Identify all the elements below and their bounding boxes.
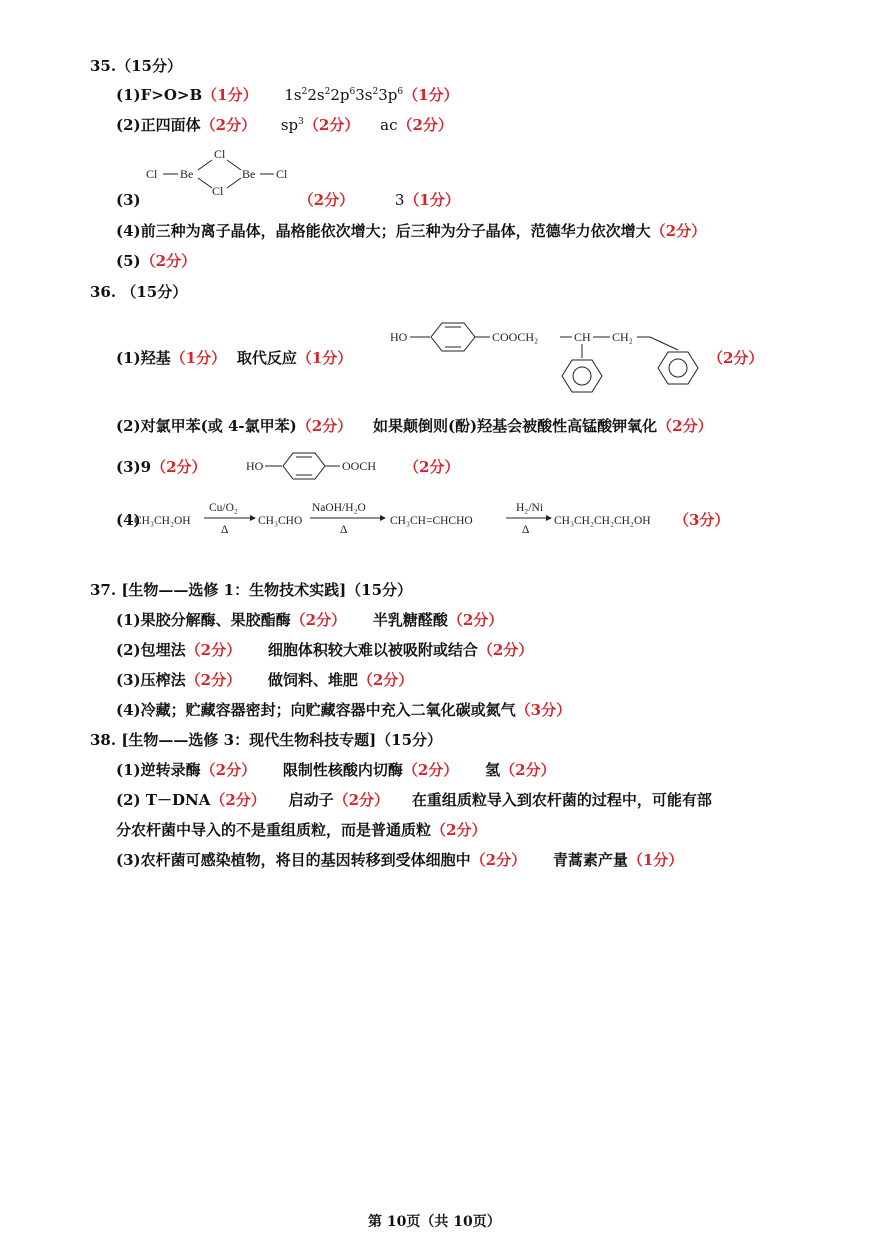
score: （2分） bbox=[708, 349, 764, 367]
q38-heading: 38. [生物——选修 3：现代生物科技专题]（15分） bbox=[90, 731, 443, 749]
q35-part1 bbox=[116, 85, 459, 105]
score: （3分） bbox=[515, 701, 572, 719]
score: （2分） bbox=[298, 191, 355, 209]
q35-p4-text: (4)前三种为离子晶体，晶格能依次增大；后三种为分子晶体，范德华力依次增大 bbox=[116, 222, 651, 240]
formula-ooch: OOCH bbox=[342, 459, 377, 473]
q35-p2-label: (2)正四面体 bbox=[116, 116, 201, 134]
benzene-ring bbox=[658, 352, 698, 384]
score: （2分） bbox=[210, 791, 266, 809]
q38-part3 bbox=[116, 850, 683, 870]
score: （2分） bbox=[477, 641, 534, 659]
q36-part3 bbox=[116, 457, 207, 477]
q38-part2 bbox=[116, 790, 712, 810]
score: （2分） bbox=[296, 417, 353, 435]
q37-p3-label2: 做饲料、堆肥 bbox=[267, 671, 358, 689]
atom-cl-bridge: Cl bbox=[214, 147, 226, 161]
q36-p4-label: (4) bbox=[116, 511, 141, 529]
compound: CH₃CH=CHCHO bbox=[390, 515, 473, 527]
q36-p2-label2: 如果颠倒则(酚)羟基会被酸性高锰酸钾氧化 bbox=[372, 417, 658, 435]
q36-p1-structure-score bbox=[708, 348, 763, 368]
formula-cooch2: COOCH₂ bbox=[492, 330, 539, 344]
q35-p3-num: 3 bbox=[394, 191, 405, 209]
score: （1分） bbox=[627, 851, 684, 869]
formate-structure bbox=[246, 450, 406, 482]
score: （3分） bbox=[674, 511, 730, 529]
q36-part1 bbox=[116, 348, 352, 368]
score: （2分） bbox=[402, 761, 459, 779]
q38-part2-cont bbox=[116, 820, 486, 840]
q35-part2 bbox=[116, 115, 453, 135]
electron-config: $1s^22s^22p^63s^23p^6$ bbox=[284, 86, 404, 104]
score: （1分） bbox=[296, 349, 353, 367]
atom-be: Be bbox=[180, 167, 194, 181]
q38-p1-label2: 限制性核酸内切酶 bbox=[282, 761, 403, 779]
score: （1分） bbox=[170, 349, 227, 367]
score: （2分） bbox=[500, 761, 556, 779]
q38-p2-label1: (2) T－DNA bbox=[116, 791, 211, 809]
q35-heading: 35.（15分） bbox=[90, 57, 182, 75]
score: （2分） bbox=[200, 116, 257, 134]
q38-p1-label3: 氢 bbox=[485, 761, 501, 779]
q36-p4-score bbox=[674, 510, 729, 530]
atom-cl-bridge: Cl bbox=[212, 184, 224, 198]
q35-part4 bbox=[116, 221, 706, 241]
page-footer: 第 10页（共 10页） bbox=[368, 1214, 501, 1230]
compound: CH₃CH₂CH₂CH₂OH bbox=[554, 515, 651, 527]
q36-p1-label2: 取代反应 bbox=[236, 349, 297, 367]
q35-part5 bbox=[116, 251, 196, 271]
heat-symbol: Δ bbox=[221, 524, 229, 536]
atom-cl: Cl bbox=[276, 167, 288, 181]
q37-p4-label1: (4)冷藏；贮藏容器密封；向贮藏容器中充入二氧化碳或氮气 bbox=[116, 701, 516, 719]
formula-ho: HO bbox=[390, 330, 408, 344]
q36-p2-label1: (2)对氯甲苯(或 4-氯甲苯) bbox=[116, 417, 297, 435]
score: （2分） bbox=[303, 116, 360, 134]
q37-p2-label2: 细胞体积较大难以被吸附或结合 bbox=[267, 641, 478, 659]
compound: CH₃CH₂OH bbox=[134, 515, 191, 527]
score: （2分） bbox=[357, 671, 414, 689]
atom-cl: Cl bbox=[146, 167, 158, 181]
q38-p2-label2: 启动子 bbox=[288, 791, 334, 809]
q35-p5-label: (5) bbox=[116, 252, 141, 270]
score: （2分） bbox=[140, 252, 197, 270]
q38-p2b-text: 分农杆菌中导入的不是重组质粒，而是普通质粒 bbox=[116, 821, 432, 839]
formula-ch: CH bbox=[574, 330, 591, 344]
score: （2分） bbox=[650, 222, 707, 240]
q38-part1 bbox=[116, 760, 556, 780]
q35-p2-ans: ac bbox=[380, 116, 398, 134]
q36-p3-label: (3)9 bbox=[116, 458, 152, 476]
q37-p3-label1: (3)压榨法 bbox=[116, 671, 186, 689]
formula-ch2: CH₂ bbox=[612, 330, 633, 344]
score: （1分） bbox=[403, 86, 459, 104]
q38-p3-label1: (3)农杆菌可感染植物，将目的基因转移到受体细胞中 bbox=[116, 851, 471, 869]
heat-symbol: Δ bbox=[522, 524, 530, 536]
q38-p1-label1: (1)逆转录酶 bbox=[116, 761, 201, 779]
condition: Cu/O₂ bbox=[209, 502, 238, 514]
benzene-ring bbox=[562, 360, 602, 392]
score: （2分） bbox=[397, 116, 453, 134]
synthesis-route bbox=[134, 498, 704, 542]
ester-structure bbox=[388, 310, 710, 400]
q37-p1-label2: 半乳糖醛酸 bbox=[372, 611, 448, 629]
q37-p1-label1: (1)果胶分解酶、果胶酯酶 bbox=[116, 611, 291, 629]
score: （2分） bbox=[333, 791, 390, 809]
score: （2分） bbox=[470, 851, 527, 869]
q37-part3 bbox=[116, 670, 413, 690]
score: （2分） bbox=[151, 458, 207, 476]
q35-p3-label: (3) bbox=[116, 191, 141, 209]
score: （2分） bbox=[404, 458, 460, 476]
q37-heading: 37. [生物——选修 1：生物技术实践]（15分） bbox=[90, 581, 413, 599]
heat-symbol: Δ bbox=[340, 524, 348, 536]
q38-p3-label2: 青蒿素产量 bbox=[552, 851, 628, 869]
hybridization: $sp^3$ bbox=[280, 116, 304, 134]
score: （2分） bbox=[185, 641, 242, 659]
score: （2分） bbox=[657, 417, 713, 435]
q37-part1 bbox=[116, 610, 503, 630]
score: （2分） bbox=[431, 821, 487, 839]
q36-p1-label1: (1)羟基 bbox=[116, 349, 171, 367]
q37-part4 bbox=[116, 700, 571, 720]
q36-p3-structure-score bbox=[404, 457, 459, 477]
compound: CH₃CHO bbox=[258, 515, 303, 527]
score: （2分） bbox=[290, 611, 347, 629]
q37-p2-label1: (2)包埋法 bbox=[116, 641, 186, 659]
q37-part2 bbox=[116, 640, 533, 660]
score: （2分） bbox=[185, 671, 242, 689]
formula-ho: HO bbox=[246, 459, 264, 473]
q36-heading: 36. （15分） bbox=[90, 283, 188, 301]
condition: H₂/Ni bbox=[516, 502, 544, 514]
q35-part3 bbox=[116, 190, 460, 210]
score: （2分） bbox=[447, 611, 504, 629]
atom-be: Be bbox=[242, 167, 256, 181]
q38-p2-label3: 在重组质粒导入到农杆菌的过程中，可能有部 bbox=[411, 791, 712, 809]
condition: NaOH/H₂O bbox=[312, 502, 366, 514]
score: （1分） bbox=[202, 86, 258, 104]
q36-part2 bbox=[116, 416, 713, 436]
score: （2分） bbox=[200, 761, 257, 779]
q35-p1-label: (1)F>O>B bbox=[116, 86, 203, 104]
score: （1分） bbox=[404, 191, 460, 209]
